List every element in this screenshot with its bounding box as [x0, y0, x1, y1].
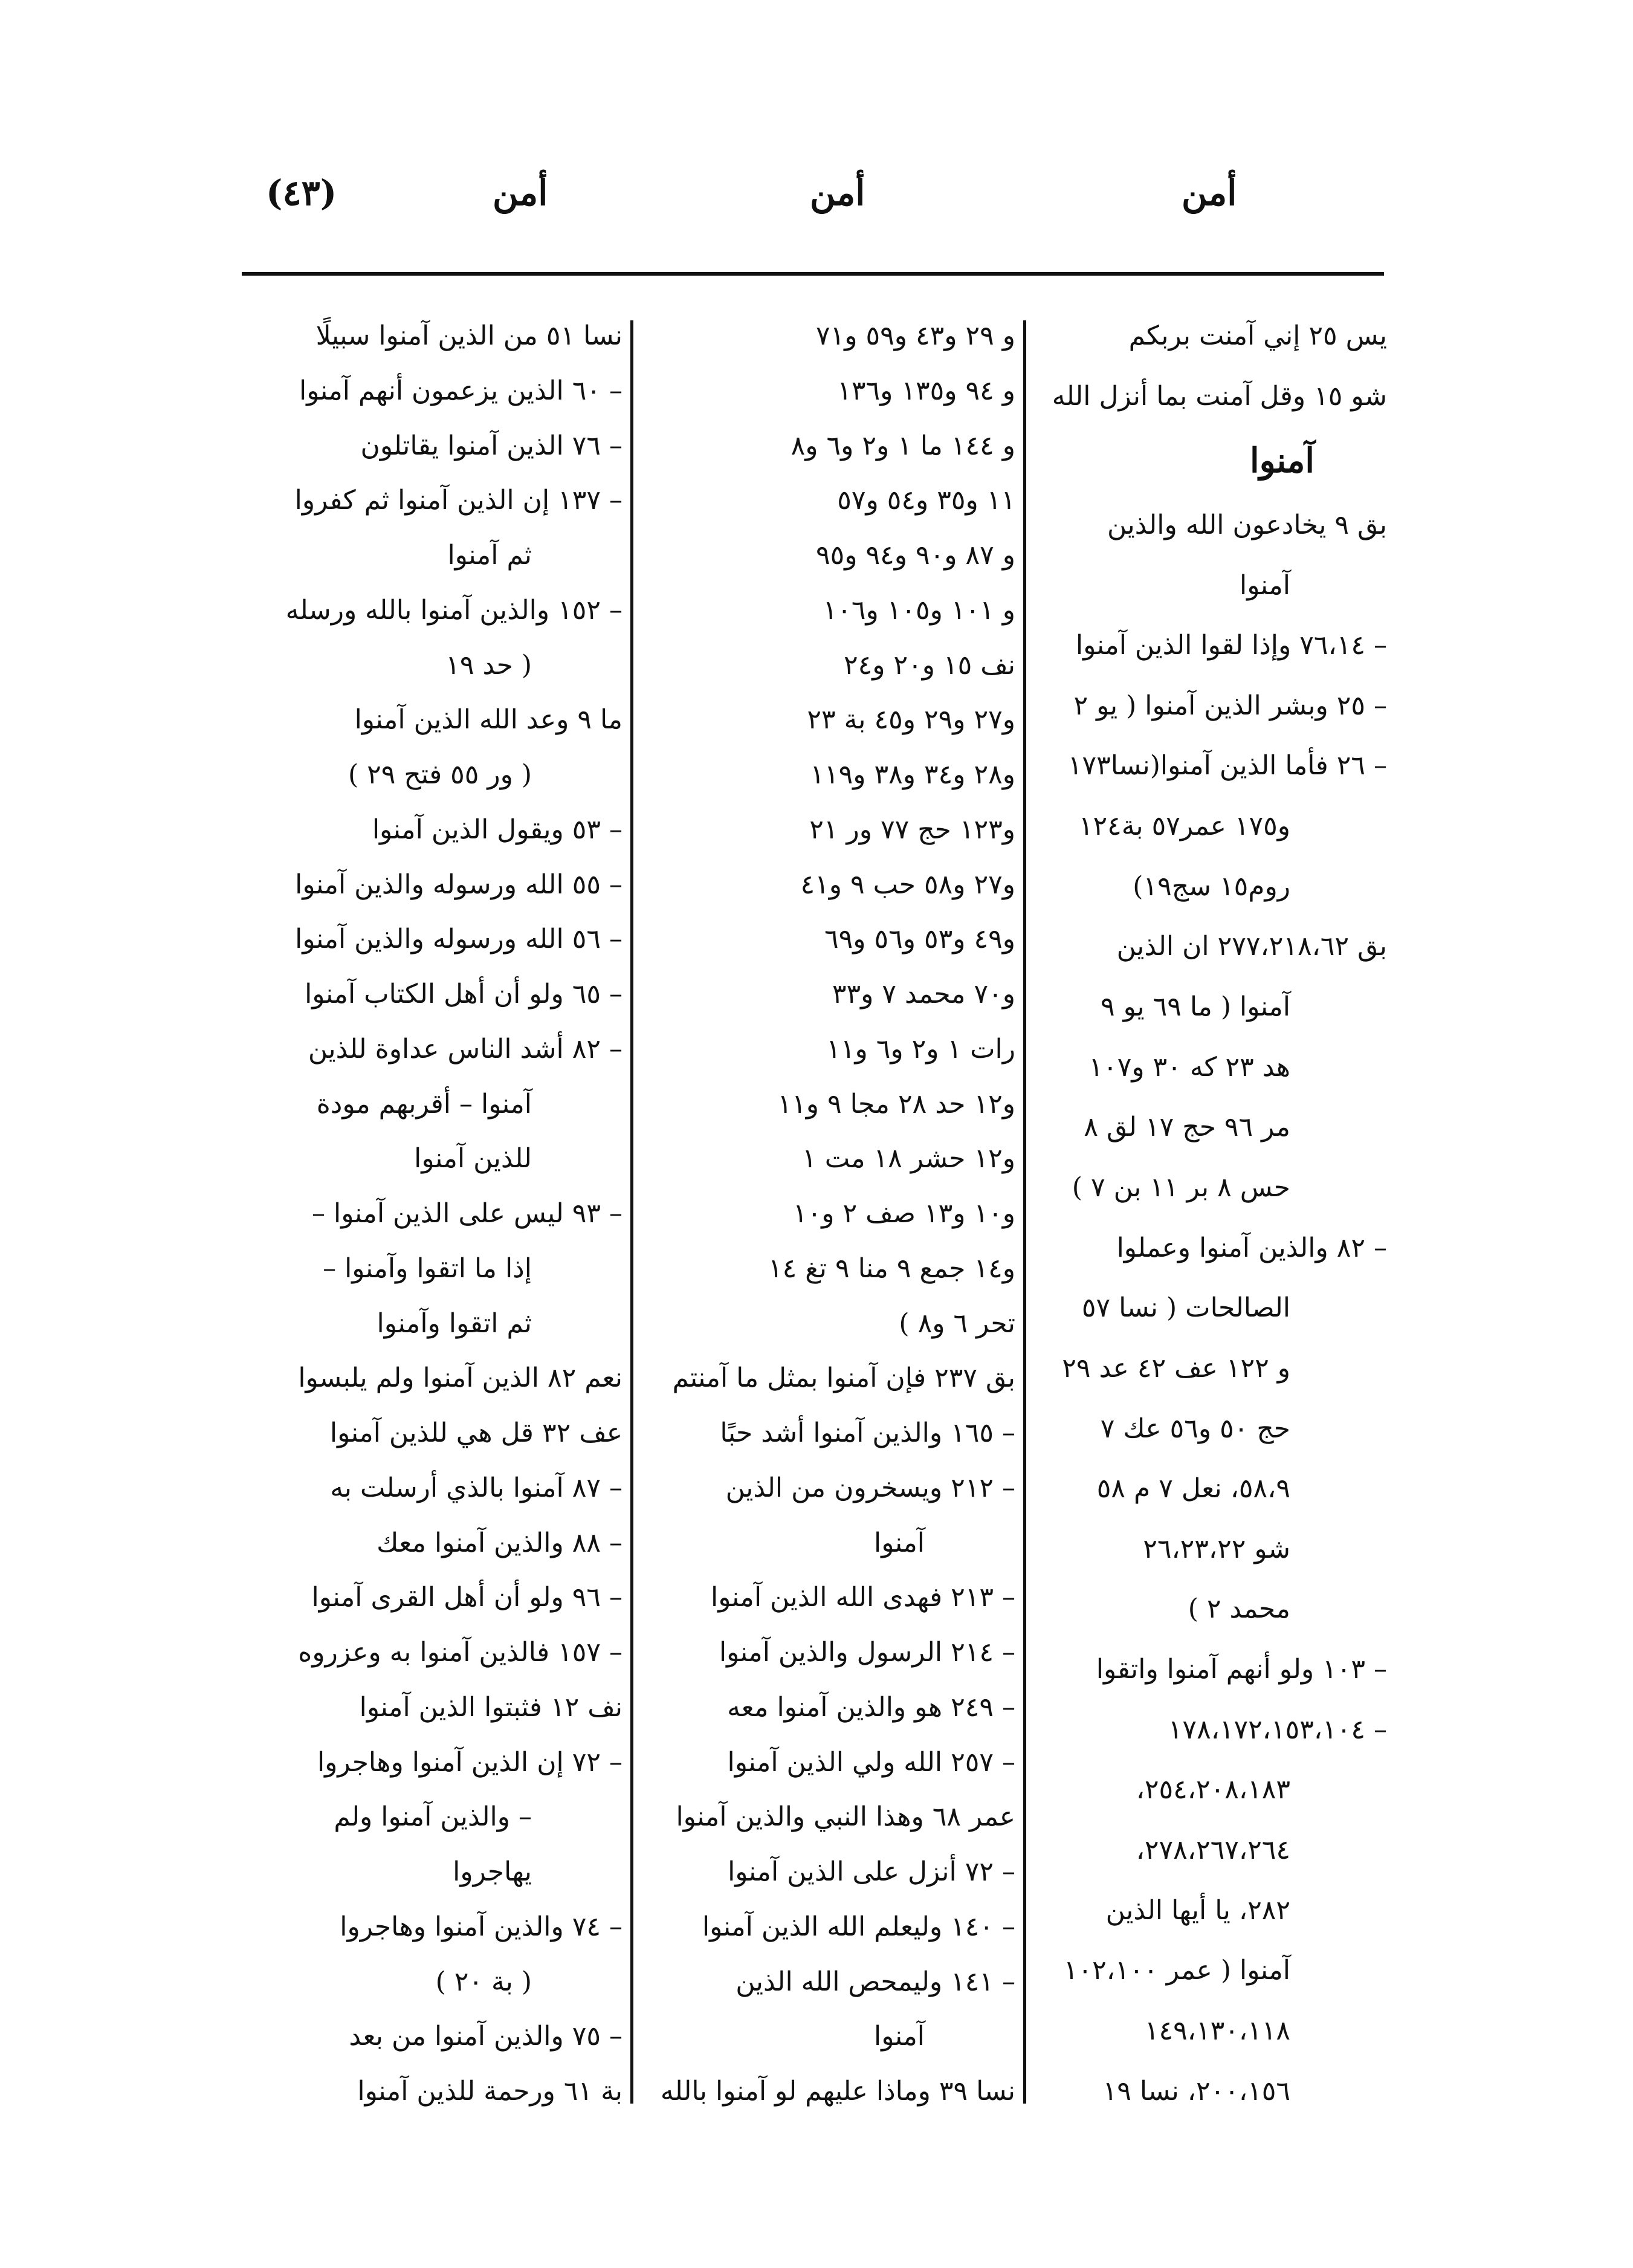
index-line: شو ٢٦،٢٣،٢٢ — [1143, 1533, 1290, 1564]
index-line: و٢٧ و٢٩ و٤٥ بة ٢٣ — [807, 704, 1015, 736]
index-line: و٢٧ و٥٨ حب ٩ و٤١ — [800, 869, 1015, 900]
index-line: ( حد ١٩ — [445, 649, 532, 681]
index-line: و١٤ جمع ٩ منا ٩ تغ ١٤ — [768, 1252, 1015, 1284]
column-left — [242, 319, 622, 2108]
index-line: – ٨٨ والذين آمنوا معك — [377, 1527, 622, 1558]
index-line: – ٢٦ فأما الذين آمنوا(نسا١٧٣ — [1067, 750, 1387, 782]
index-line: – ٢٤٩ هو والذين آمنوا معه — [727, 1691, 1015, 1723]
index-line: – والذين آمنوا ولم — [334, 1801, 532, 1833]
index-line: ٢٨٢، يا أيها الذين — [1105, 1894, 1290, 1926]
index-line: و ١٢٢ عف ٤٢ عد ٢٩ — [1062, 1352, 1290, 1384]
page-number: (٤٣) — [266, 172, 337, 213]
index-line: عمر ٦٨ وهذا النبي والذين آمنوا — [676, 1801, 1015, 1833]
index-line: نف ١٢ فثبتوا الذين آمنوا — [359, 1691, 622, 1723]
index-line: و٢٨ و٣٤ و٣٨ و١١٩ — [810, 759, 1015, 790]
index-line: نعم ٨٢ الذين آمنوا ولم يلبسوا — [298, 1362, 622, 1394]
index-line: روم١٥ سج١٩) — [1133, 870, 1290, 902]
index-line: و ١٠١ و١٠٥ و١٠٦ — [823, 594, 1015, 626]
header-word-center: أمن — [810, 172, 865, 213]
index-line: و١٢ حد ٢٨ مجا ٩ و١١ — [777, 1088, 1015, 1119]
index-line: رات ١ و٢ و٦ و١١ — [826, 1033, 1015, 1064]
index-line: – ٢١٤ الرسول والذين آمنوا — [719, 1637, 1015, 1668]
header-rule — [242, 272, 1384, 276]
index-line: بة ٦١ ورحمة للذين آمنوا — [357, 2076, 622, 2107]
index-line: – ٢٥ وبشر الذين آمنوا ( يو ٢ — [1073, 690, 1387, 721]
index-line: – ١٧٨،١٧٢،١٥٣،١٠٤ — [1168, 1714, 1387, 1745]
index-line: تحر ٦ و٨ ) — [899, 1307, 1015, 1339]
index-line: آمنوا — [1239, 569, 1290, 601]
index-line: نف ١٥ و٢٠ و٢٤ — [843, 649, 1015, 681]
index-line: و٧٠ محمد ٧ و٣٣ — [832, 979, 1015, 1009]
index-line: و١٠ و١٣ صف ٢ و١٠ — [792, 1198, 1015, 1229]
index-line: ٢٥٤،٢٠٨،١٨٣، — [1136, 1774, 1290, 1806]
index-line: الصالحات ( نسا ٥٧ — [1081, 1292, 1290, 1324]
index-line: إذا ما اتقوا وآمنوا – — [323, 1252, 532, 1284]
index-line: حج ٥٠ و٥٦ عك ٧ — [1100, 1413, 1290, 1444]
index-line: و١٢ حشر ١٨ مت ١ — [802, 1143, 1015, 1174]
index-line: و٤٩ و٥٣ و٥٦ و٦٩ — [824, 924, 1015, 955]
index-line: بق ٩ يخادعون الله والذين — [1107, 509, 1387, 540]
index-line: آمنوا – أقربهم مودة — [316, 1088, 532, 1119]
index-line: بق ٢٣٧ فإن آمنوا بمثل ما آمنتم — [672, 1362, 1015, 1394]
index-line: و ١٤٤ ما ١ و٢ و٦ و٨ — [791, 430, 1015, 461]
index-line: – ١٥٢ والذين آمنوا بالله ورسله — [285, 594, 622, 626]
index-line: – ٨٧ آمنوا بالذي أرسلت به — [330, 1472, 622, 1503]
index-line: ( ور ٥٥ فتح ٢٩ ) — [348, 759, 532, 790]
index-line: – ٥٥ الله ورسوله والذين آمنوا — [295, 869, 622, 900]
index-line: هد ٢٣ كه ٣٠ و١٠٧ — [1088, 1051, 1290, 1083]
index-line: مر ٩٦ حج ١٧ لق ٨ — [1084, 1112, 1290, 1143]
index-line: ما ٩ وعد الله الذين آمنوا — [354, 704, 622, 736]
index-line: – ٧٢ أنزل على الذين آمنوا — [728, 1856, 1015, 1887]
header-word-right: أمن — [1182, 172, 1237, 213]
column-middle — [645, 319, 1015, 2108]
index-line: – ٧٤ والذين آمنوا وهاجروا — [340, 1911, 622, 1942]
index-line: نسا ٥١ من الذين آمنوا سبيلًا — [315, 320, 622, 351]
index-line: – ٢٥٧ الله ولي الذين آمنوا — [727, 1746, 1015, 1778]
column-right — [1036, 319, 1387, 2108]
index-line: آمنوا — [873, 2021, 925, 2052]
index-line: آمنوا — [873, 1527, 925, 1558]
index-line: ثم آمنوا — [447, 540, 532, 571]
index-line: ٢٠٠،١٥٦، نسا ١٩ — [1102, 2075, 1290, 2107]
index-line: – ١٣٧ إن الذين آمنوا ثم كفروا — [294, 485, 622, 516]
index-line: و ٨٧ و٩٠ و٩٤ و٩٥ — [816, 540, 1015, 571]
index-line: – ٧٢ إن الذين آمنوا وهاجروا — [317, 1746, 622, 1778]
index-line: – ٧٦ الذين آمنوا يقاتلون — [360, 430, 622, 461]
index-line: – ١٤١ وليمحص الله الذين — [736, 1966, 1015, 1997]
index-line: آمنوا — [1250, 441, 1314, 481]
index-line: – ٧٥ والذين آمنوا من بعد — [349, 2021, 622, 2052]
index-line: ٥٨،٩، نعل ٧ م ٥٨ — [1096, 1473, 1290, 1505]
index-line: يس ٢٥ إني آمنت بربكم — [1128, 320, 1387, 351]
index-line: شو ١٥ وقل آمنت بما أنزل الله — [1052, 380, 1387, 412]
index-line: آمنوا ( ما ٦٩ يو ٩ — [1101, 991, 1290, 1023]
index-line: – ١٤٠ وليعلم الله الذين آمنوا — [702, 1911, 1015, 1942]
header-word-left: أمن — [493, 172, 548, 213]
index-line: – ٢١٢ ويسخرون من الذين — [725, 1472, 1015, 1503]
index-line: – ١٦٥ والذين آمنوا أشد حبًا — [720, 1418, 1015, 1448]
index-line: و١٧٥ عمر٥٧ بة١٢٤ — [1078, 811, 1290, 842]
index-line: يهاجروا — [453, 1856, 532, 1887]
index-line: حس ٨ بر ١١ بن ٧ ) — [1072, 1171, 1290, 1203]
index-line: عف ٣٢ قل هي للذين آمنوا — [329, 1418, 622, 1448]
index-line: – ١٥٧ فالذين آمنوا به وعزروه — [298, 1637, 622, 1668]
index-line: ثم اتقوا وآمنوا — [377, 1307, 532, 1339]
index-line: ( بة ٢٠ ) — [435, 1966, 532, 1997]
index-line: – ٦٠ الذين يزعمون أنهم آمنوا — [299, 375, 622, 406]
column-divider — [630, 320, 633, 2104]
index-line: – ١٠٣ ولو أنهم آمنوا واتقوا — [1096, 1654, 1387, 1685]
index-line: – ٥٦ الله ورسوله والذين آمنوا — [295, 924, 622, 955]
index-line: و١٢٣ حج ٧٧ ور ٢١ — [809, 814, 1015, 845]
column-divider — [1023, 320, 1026, 2104]
index-line: نسا ٣٩ وماذا عليهم لو آمنوا بالله — [660, 2076, 1015, 2107]
index-line: بق ٢٧٧،٢١٨،٦٢ ان الذين — [1116, 931, 1387, 962]
index-line: – ٧٦،١٤ وإذا لقوا الذين آمنوا — [1075, 630, 1387, 661]
index-line: – ٥٣ ويقول الذين آمنوا — [372, 814, 622, 845]
index-line: – ٨٢ والذين آمنوا وعملوا — [1116, 1232, 1387, 1263]
index-line: آمنوا ( عمر ١٠٢،١٠٠ — [1063, 1955, 1290, 1986]
index-line: و ٩٤ و١٣٥ و١٣٦ — [837, 375, 1015, 406]
index-line: – ٩٦ ولو أن أهل القرى آمنوا — [311, 1582, 622, 1613]
index-line: – ٩٣ ليس على الذين آمنوا – — [312, 1198, 622, 1229]
index-line: ١١ و٣٥ و٥٤ و٥٧ — [837, 485, 1015, 516]
index-line: – ٢١٣ فهدى الله الذين آمنوا — [711, 1582, 1015, 1613]
index-line: للذين آمنوا — [414, 1143, 532, 1174]
index-line: محمد ٢ ) — [1188, 1593, 1290, 1625]
index-line: – ٦٥ ولو أن أهل الكتاب آمنوا — [305, 979, 622, 1009]
index-line: – ٨٢ أشد الناس عداوة للذين — [308, 1033, 622, 1064]
index-line: ٢٧٨،٢٦٧،٢٦٤، — [1136, 1835, 1290, 1866]
index-line: ١٤٩،١٣٠،١١٨ — [1144, 2015, 1290, 2046]
index-line: و ٢٩ و٤٣ و٥٩ و٧١ — [816, 320, 1015, 351]
